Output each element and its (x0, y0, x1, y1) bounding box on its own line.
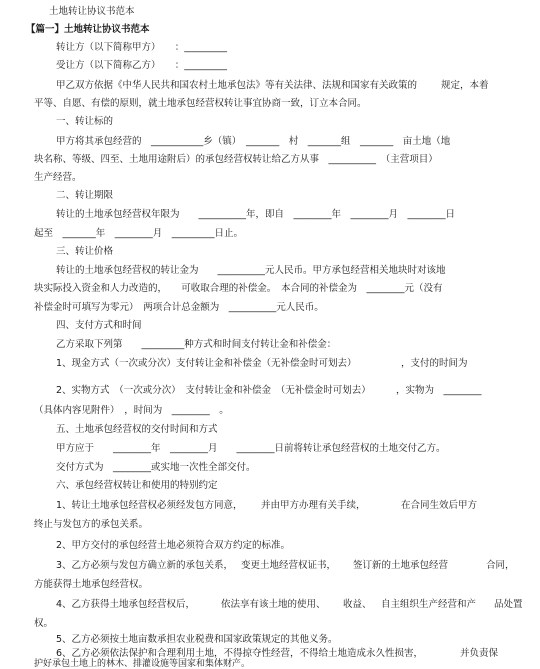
s4-line-3 (56, 385, 482, 397)
s6-item-1b: 并由甲方办理有关手续， (261, 500, 366, 511)
s3-line-3: 补偿金时可填写为零元） 两项合计总金额为 __________元人民币。 (34, 302, 324, 313)
s5-heading: 五、土地承包经营权的交付时间和方式 (56, 424, 218, 435)
s6-item-4b: 依法享有该土地的使用、 (221, 599, 326, 610)
s6-item-3a: 3、乙方必须与发包方确立新的承包关系， (56, 560, 234, 571)
intro-line-2: 平等、自愿、有偿的原则，就土地承包经营权转让事宜协商一致，订立本合同。 (34, 98, 367, 109)
s4-line-2 (56, 358, 468, 370)
s6-item-3-cont: 方能获得土地承包经营权。 (34, 579, 149, 590)
s6-item-6-cont: 护好承包土地上的林木、排灌设施等国家和集体财产。 (34, 659, 251, 669)
s6-item-4-cont: 权。 (34, 618, 54, 629)
s4-line-3a: 2、实物方式 （一次或分次） 支付转让金和补偿金 （无补偿金时可划去） (56, 385, 371, 396)
s6-item-5: 5、乙方必须按土地亩数承担农业税费和国家政策规定的其他义务。 (56, 634, 338, 645)
s4-line-3b: ，实物为 ________ (396, 385, 482, 396)
s6-item-4d: 自主组织生产经营和产 (381, 599, 477, 610)
intro-line-1a: 甲乙双方依据《中华人民共和国农村土地承包法》等有关法律、法规和国家有关政策的 (56, 80, 418, 91)
s6-item-2: 2、甲方交付的承包经营土地必须符合双方约定的标准。 (56, 540, 291, 551)
s6-item-1c: 在合同生效后甲方 (401, 500, 478, 511)
s3-heading: 三、转让价格 (56, 246, 114, 257)
s1-heading: 一、转让标的 (56, 116, 114, 127)
s6-heading: 六、承包经营权转让和使用的特别约定 (56, 480, 218, 491)
s6-item-1-cont: 终止与发包方的承包关系。 (34, 519, 149, 530)
s6-item-3d: 合同， (486, 560, 515, 571)
s6-item-6b: 并负责保 (460, 648, 499, 659)
s6-item-6a: 6、乙方必须依法保护和合理利用土地，不得掠夺性经营，不得给土地造成永久性损害， (56, 648, 424, 659)
s6-item-4 (56, 599, 523, 611)
s4-line-1: 乙方采取下列第 _________种方式和时间支付转让金和补偿金： (56, 339, 337, 350)
s6-item-1a: 1、转让土地承包经营权必须经发包方同意， (56, 500, 243, 511)
section-heading: 【篇一】土地转让协议书范本 (26, 24, 150, 35)
intro-line-1b: 规定，本着 (441, 80, 489, 91)
s4-line-2a: 1、现金方式（一次或分次）支付转让金和补偿金（无补偿金时可划去） (56, 358, 357, 369)
s3-line-1: 转让的土地承包经营权的转让金为 __________元人民币。甲方承包经营相关地块时对该地 (56, 265, 446, 276)
s6-item-3b: 变更土地经营权证书， (241, 560, 337, 571)
s5-line-1: 甲方应于 ________年 ________月 ________日前将转让承包经营权的土地交付乙方。 (56, 443, 446, 454)
s2-line-1: 转让的土地承包经营权年限为 __________年，即自 ________年 ________月 ________日 (56, 209, 456, 220)
transferor-line: 转让方（以下简称甲方） ：_________ (56, 42, 228, 53)
s2-heading: 二、转让期限 (56, 190, 114, 201)
s2-line-2: 起至 _______年 ________月 _________日止。 (34, 228, 244, 239)
s1-line-2: 块名称、等级、四至、土地用途附后）的承包经营权转让给乙方从事 __________ （主营项目） (34, 154, 438, 165)
s1-line-1: 甲方将其承包经营的 ___________乡（镇） _______ 村 _______组 _______ 亩土地（地 (56, 136, 451, 147)
s6-item-3c: 签订新的土地承包经营 (353, 560, 449, 571)
s6-item-3 (56, 560, 515, 572)
s5-line-2: 交付方式为 ________或实地一次性全部交付。 (56, 462, 256, 473)
transferee-line: 受让方（以下简称乙方） ：_________ (56, 60, 228, 71)
s1-line-3: 生产经营。 (34, 172, 82, 183)
s4-line-4: （具体内容见附件） ，时间为 ________ 。 (34, 405, 229, 416)
s6-item-4a: 4、乙方获得土地承包经营权后， (56, 599, 196, 610)
s4-heading: 四、支付方式和时间 (56, 320, 142, 331)
s4-line-2b: ，支付的时间为 (401, 358, 468, 369)
doc-title: 土地转让协议书范本 (49, 6, 135, 17)
intro-line-1 (56, 80, 489, 92)
s6-item-4e: 品处置 (494, 599, 523, 610)
s6-item-1 (56, 500, 478, 512)
s3-line-2: 块实际投入资金和人力改造的， 可收取合理的补偿金。 本合同的补偿金为 ________元（没有 (34, 283, 443, 294)
s6-item-4c: 收益、 (343, 599, 372, 610)
